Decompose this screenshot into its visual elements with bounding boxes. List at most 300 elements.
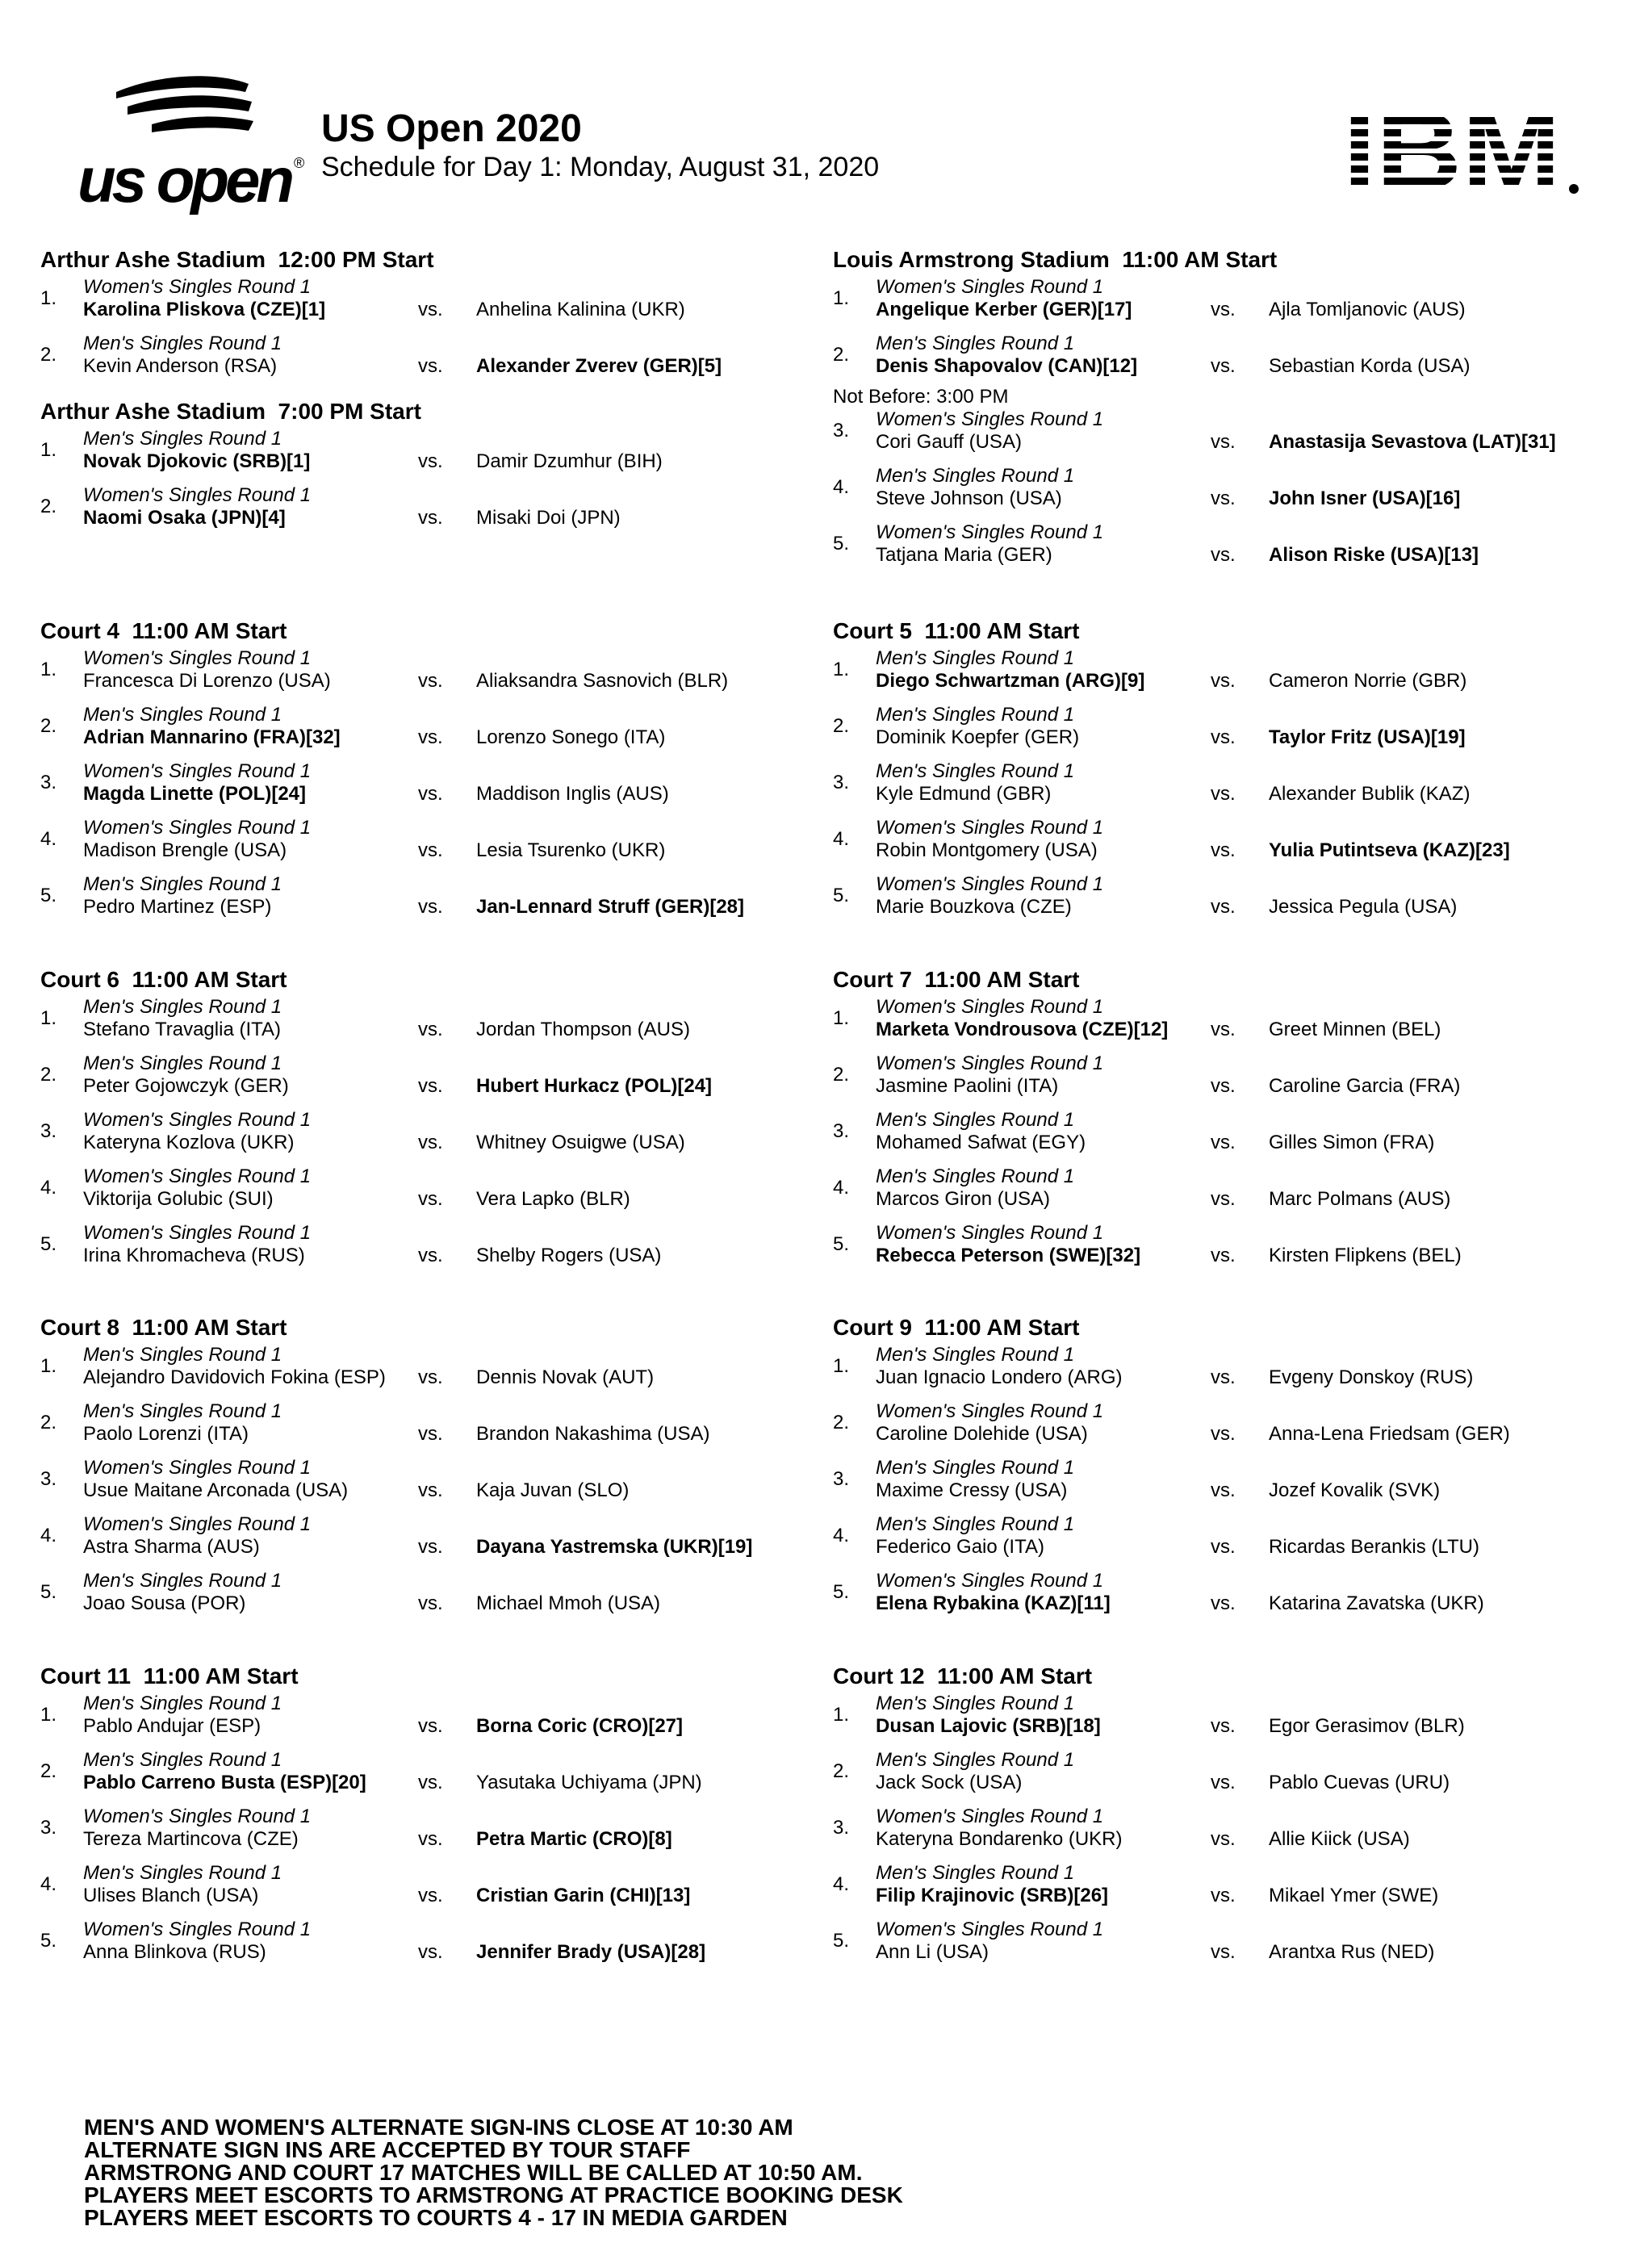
player-one: Viktorija Golubic (SUI)	[83, 1188, 274, 1210]
player-two: Vera Lapko (BLR)	[476, 1188, 630, 1210]
match-number: 4.	[833, 1525, 850, 1546]
match-round: Men's Singles Round 1	[876, 1513, 1075, 1535]
versus-label: vs.	[418, 1828, 443, 1850]
player-one: Peter Gojowczyk (GER)	[83, 1075, 289, 1097]
match-row	[40, 1457, 815, 1513]
player-two: Dennis Novak (AUT)	[476, 1366, 655, 1388]
player-one: Naomi Osaka (JPN)[4]	[83, 507, 286, 529]
player-one: Pedro Martinez (ESP)	[83, 896, 272, 918]
player-one: Anna Blinkova (RUS)	[83, 1941, 266, 1963]
player-two: Anna-Lena Friedsam (GER)	[1269, 1423, 1510, 1445]
player-one: Novak Djokovic (SRB)[1]	[83, 450, 311, 472]
match-number: 5.	[833, 1233, 850, 1255]
player-two: Jozef Kovalik (SVK)	[1269, 1479, 1441, 1501]
match-number: 1.	[833, 1704, 850, 1726]
player-one: Juan Ignacio Londero (ARG)	[876, 1366, 1123, 1388]
player-two: John Isner (USA)[16]	[1269, 487, 1461, 509]
match-number: 1.	[833, 1355, 850, 1377]
versus-label: vs.	[1211, 1245, 1236, 1266]
court-title: Court 4 11:00 AM Start	[40, 618, 287, 643]
match-number: 2.	[40, 496, 57, 517]
footer-notes	[84, 2116, 903, 2229]
match-number: 5.	[833, 533, 850, 554]
match-round: Women's Singles Round 1	[83, 276, 312, 298]
player-one: Kyle Edmund (GBR)	[876, 783, 1052, 805]
match-row	[40, 333, 815, 389]
match-round: Women's Singles Round 1	[83, 484, 312, 506]
match-row	[833, 521, 1608, 578]
player-one: Angelique Kerber (GER)[17]	[876, 299, 1132, 320]
match-round: Women's Singles Round 1	[83, 1919, 312, 1940]
match-row	[40, 1570, 815, 1626]
match-row	[833, 760, 1608, 817]
player-one: Magda Linette (POL)[24]	[83, 783, 307, 805]
footer-line: PLAYERS MEET ESCORTS TO ARMSTRONG AT PRACTICE BOOKING DESK	[84, 2182, 903, 2207]
footer-line: MEN'S AND WOMEN'S ALTERNATE SIGN-INS CLOSE AT 10:30 AM	[84, 2115, 793, 2140]
player-one: Denis Shapovalov (CAN)[12]	[876, 355, 1138, 377]
match-number: 1.	[833, 287, 850, 309]
match-round: Women's Singles Round 1	[876, 276, 1104, 298]
match-round: Women's Singles Round 1	[876, 408, 1104, 430]
match-number: 4.	[833, 476, 850, 498]
match-number: 1.	[833, 1007, 850, 1029]
match-number: 1.	[40, 1007, 57, 1029]
match-round: Men's Singles Round 1	[876, 1457, 1075, 1479]
player-one: Stefano Travaglia (ITA)	[83, 1019, 281, 1040]
match-number: 5.	[833, 885, 850, 906]
match-round: Women's Singles Round 1	[876, 521, 1104, 543]
player-one: Ulises Blanch (USA)	[83, 1885, 259, 1906]
court-title: Court 7 11:00 AM Start	[833, 967, 1080, 992]
match-row	[833, 1052, 1608, 1109]
match-number: 4.	[833, 1873, 850, 1895]
page-title: US Open 2020	[321, 107, 582, 150]
player-two: Kaja Juvan (SLO)	[476, 1479, 630, 1501]
match-number: 2.	[833, 1064, 850, 1086]
player-two: Yasutaka Uchiyama (JPN)	[476, 1772, 702, 1793]
match-round: Women's Singles Round 1	[83, 647, 312, 669]
versus-label: vs.	[1211, 1423, 1236, 1445]
player-one: Pablo Carreno Busta (ESP)[20]	[83, 1772, 366, 1793]
match-row	[40, 1109, 815, 1165]
player-two: Petra Martic (CRO)[8]	[476, 1828, 672, 1850]
match-round: Men's Singles Round 1	[83, 428, 282, 450]
match-number: 4.	[833, 1177, 850, 1199]
versus-label: vs.	[1211, 896, 1236, 918]
player-one: Astra Sharma (AUS)	[83, 1536, 260, 1558]
versus-label: vs.	[418, 1019, 443, 1040]
player-two: Ricardas Berankis (LTU)	[1269, 1536, 1479, 1558]
player-one: Adrian Mannarino (FRA)[32]	[83, 726, 341, 748]
match-row	[833, 817, 1608, 873]
match-row	[833, 1806, 1608, 1862]
match-round: Men's Singles Round 1	[83, 1862, 282, 1884]
versus-label: vs.	[418, 670, 443, 692]
player-two: Arantxa Rus (NED)	[1269, 1941, 1435, 1963]
court-title: Court 11 11:00 AM Start	[40, 1663, 299, 1688]
court-section	[40, 1312, 815, 1633]
match-round: Men's Singles Round 1	[83, 1693, 282, 1714]
match-row	[833, 1457, 1608, 1513]
match-number: 2.	[40, 715, 57, 737]
match-row	[833, 1165, 1608, 1222]
match-round: Women's Singles Round 1	[876, 1400, 1104, 1422]
player-two: Marc Polmans (AUS)	[1269, 1188, 1451, 1210]
player-one: Tereza Martincova (CZE)	[83, 1828, 299, 1850]
player-two: Whitney Osuigwe (USA)	[476, 1132, 685, 1153]
match-round: Women's Singles Round 1	[83, 1222, 312, 1244]
match-row	[40, 1052, 815, 1109]
court-block	[40, 615, 815, 930]
match-row	[833, 873, 1608, 930]
match-row	[40, 1165, 815, 1222]
versus-label: vs.	[418, 1075, 443, 1097]
versus-label: vs.	[418, 1366, 443, 1388]
versus-label: vs.	[1211, 355, 1236, 377]
versus-label: vs.	[418, 299, 443, 320]
versus-label: vs.	[1211, 1019, 1236, 1040]
match-number: 2.	[40, 1412, 57, 1433]
versus-label: vs.	[1211, 1479, 1236, 1501]
match-row	[40, 276, 815, 333]
versus-label: vs.	[1211, 1941, 1236, 1963]
court-block	[40, 1660, 815, 1975]
match-number: 5.	[40, 885, 57, 906]
versus-label: vs.	[1211, 1715, 1236, 1737]
match-number: 5.	[40, 1930, 57, 1952]
court-section	[40, 615, 815, 936]
player-two: Lorenzo Sonego (ITA)	[476, 726, 666, 748]
versus-label: vs.	[418, 1536, 443, 1558]
match-row	[833, 1570, 1608, 1626]
court-block	[40, 244, 815, 389]
player-one: Federico Gaio (ITA)	[876, 1536, 1044, 1558]
player-one: Tatjana Maria (GER)	[876, 544, 1052, 566]
match-round: Men's Singles Round 1	[876, 1862, 1075, 1884]
player-one: Kateryna Kozlova (UKR)	[83, 1132, 295, 1153]
versus-label: vs.	[1211, 1075, 1236, 1097]
match-number: 3.	[40, 1120, 57, 1142]
versus-label: vs.	[418, 450, 443, 472]
player-two: Michael Mmoh (USA)	[476, 1592, 661, 1614]
player-one: Filip Krajinovic (SRB)[26]	[876, 1885, 1109, 1906]
player-one: Diego Schwartzman (ARG)[9]	[876, 670, 1145, 692]
player-two: Jennifer Brady (USA)[28]	[476, 1941, 706, 1963]
match-row	[40, 484, 815, 541]
match-round: Men's Singles Round 1	[83, 333, 282, 354]
match-row	[40, 428, 815, 484]
match-number: 2.	[833, 715, 850, 737]
player-two: Jan-Lennard Struff (GER)[28]	[476, 896, 745, 918]
versus-label: vs.	[1211, 1772, 1236, 1793]
player-one: Dominik Koepfer (GER)	[876, 726, 1080, 748]
match-number: 2.	[833, 1412, 850, 1433]
player-one: Mohamed Safwat (EGY)	[876, 1132, 1086, 1153]
versus-label: vs.	[1211, 431, 1236, 453]
versus-label: vs.	[418, 726, 443, 748]
match-round: Women's Singles Round 1	[83, 817, 312, 839]
versus-label: vs.	[418, 1941, 443, 1963]
player-two: Kirsten Flipkens (BEL)	[1269, 1245, 1462, 1266]
match-round: Women's Singles Round 1	[83, 1806, 312, 1827]
versus-label: vs.	[418, 1479, 443, 1501]
match-number: 3.	[40, 1817, 57, 1839]
player-two: Alexander Zverev (GER)[5]	[476, 355, 722, 377]
player-one: Dusan Lajovic (SRB)[18]	[876, 1715, 1101, 1737]
player-two: Maddison Inglis (AUS)	[476, 783, 669, 805]
registered-mark: ®	[294, 155, 305, 171]
match-number: 2.	[833, 1760, 850, 1782]
match-row	[833, 1344, 1608, 1400]
player-one: Karolina Pliskova (CZE)[1]	[83, 299, 326, 320]
player-two: Katarina Zavatska (UKR)	[1269, 1592, 1484, 1614]
match-number: 5.	[833, 1930, 850, 1952]
match-number: 5.	[40, 1233, 57, 1255]
court-title: Court 6 11:00 AM Start	[40, 967, 287, 992]
player-one: Francesca Di Lorenzo (USA)	[83, 670, 331, 692]
match-number: 4.	[40, 1525, 57, 1546]
page-subtitle: Schedule for Day 1: Monday, August 31, 2020	[321, 152, 880, 182]
match-number: 1.	[40, 1355, 57, 1377]
match-row	[833, 408, 1608, 465]
match-number: 5.	[40, 1581, 57, 1603]
versus-label: vs.	[418, 1772, 443, 1793]
match-row	[40, 1222, 815, 1278]
match-round: Men's Singles Round 1	[83, 704, 282, 726]
player-two: Egor Gerasimov (BLR)	[1269, 1715, 1465, 1737]
court-title: Arthur Ashe Stadium 7:00 PM Start	[40, 399, 421, 424]
footer-line: PLAYERS MEET ESCORTS TO COURTS 4 - 17 IN MEDIA GARDEN	[84, 2205, 788, 2230]
match-round: Women's Singles Round 1	[83, 1165, 312, 1187]
player-two: Alexander Bublik (KAZ)	[1269, 783, 1471, 805]
player-one: Caroline Dolehide (USA)	[876, 1423, 1088, 1445]
player-one: Madison Brengle (USA)	[83, 839, 287, 861]
match-row	[833, 465, 1608, 521]
match-number: 4.	[833, 828, 850, 850]
player-two: Cameron Norrie (GBR)	[1269, 670, 1467, 692]
match-number: 3.	[833, 420, 850, 441]
court-title: Court 9 11:00 AM Start	[833, 1315, 1080, 1340]
player-two: Dayana Yastremska (UKR)[19]	[476, 1536, 753, 1558]
versus-label: vs.	[418, 1592, 443, 1614]
player-two: Yulia Putintseva (KAZ)[23]	[1269, 839, 1510, 861]
match-number: 1.	[40, 659, 57, 680]
player-two: Alison Riske (USA)[13]	[1269, 544, 1479, 566]
match-number: 1.	[40, 439, 57, 461]
match-round: Women's Singles Round 1	[876, 1919, 1104, 1940]
match-number: 3.	[833, 1468, 850, 1490]
ibm-logo: IBM	[1343, 105, 1585, 195]
match-row	[40, 647, 815, 704]
court-section	[833, 244, 1608, 584]
match-row	[40, 1344, 815, 1400]
match-round: Women's Singles Round 1	[83, 1109, 312, 1131]
match-round: Men's Singles Round 1	[876, 1165, 1075, 1187]
logo-wordmark: us open	[77, 144, 291, 216]
match-round: Men's Singles Round 1	[83, 1344, 282, 1366]
versus-label: vs.	[1211, 1592, 1236, 1614]
player-two: Hubert Hurkacz (POL)[24]	[476, 1075, 713, 1097]
footer-line: ARMSTRONG AND COURT 17 MATCHES WILL BE CALLED AT 10:50 AM.	[84, 2160, 863, 2185]
court-block	[833, 615, 1608, 930]
court-section	[40, 964, 815, 1285]
match-row	[833, 1109, 1608, 1165]
player-two: Shelby Rogers (USA)	[476, 1245, 662, 1266]
match-round: Men's Singles Round 1	[876, 647, 1075, 669]
player-one: Rebecca Peterson (SWE)[32]	[876, 1245, 1141, 1266]
match-round: Men's Singles Round 1	[876, 333, 1075, 354]
match-number: 4.	[40, 1177, 57, 1199]
player-two: Anhelina Kalinina (UKR)	[476, 299, 685, 320]
player-one: Marcos Giron (USA)	[876, 1188, 1051, 1210]
player-two: Gilles Simon (FRA)	[1269, 1132, 1435, 1153]
player-two: Mikael Ymer (SWE)	[1269, 1885, 1439, 1906]
player-two: Taylor Fritz (USA)[19]	[1269, 726, 1466, 748]
player-two: Brandon Nakashima (USA)	[476, 1423, 710, 1445]
match-row	[40, 996, 815, 1052]
player-two: Lesia Tsurenko (UKR)	[476, 839, 666, 861]
player-two: Caroline Garcia (FRA)	[1269, 1075, 1461, 1097]
match-round: Men's Singles Round 1	[876, 1749, 1075, 1771]
not-before-note: Not Before: 3:00 PM	[833, 386, 1009, 408]
match-number: 3.	[833, 1817, 850, 1839]
player-one: Irina Khromacheva (RUS)	[83, 1245, 305, 1266]
match-number: 2.	[40, 1064, 57, 1086]
versus-label: vs.	[1211, 299, 1236, 320]
match-row	[833, 1222, 1608, 1278]
versus-label: vs.	[1211, 1132, 1236, 1153]
match-round: Women's Singles Round 1	[83, 1513, 312, 1535]
match-round: Men's Singles Round 1	[83, 1749, 282, 1771]
match-round: Men's Singles Round 1	[876, 760, 1075, 782]
versus-label: vs.	[418, 783, 443, 805]
match-row	[833, 1400, 1608, 1457]
match-round: Men's Singles Round 1	[876, 465, 1075, 487]
court-block	[40, 395, 815, 541]
versus-label: vs.	[1211, 1188, 1236, 1210]
court-section	[833, 1312, 1608, 1633]
player-one: Marie Bouzkova (CZE)	[876, 896, 1072, 918]
match-round: Men's Singles Round 1	[83, 1570, 282, 1592]
match-round: Women's Singles Round 1	[876, 817, 1104, 839]
court-title: Louis Armstrong Stadium 11:00 AM Start	[833, 247, 1278, 272]
court-section	[833, 615, 1608, 936]
match-number: 4.	[40, 828, 57, 850]
match-number: 3.	[40, 772, 57, 793]
match-row	[40, 704, 815, 760]
versus-label: vs.	[1211, 1536, 1236, 1558]
court-title: Court 12 11:00 AM Start	[833, 1663, 1093, 1688]
match-number: 1.	[40, 287, 57, 309]
versus-label: vs.	[1211, 1828, 1236, 1850]
match-round: Women's Singles Round 1	[876, 1570, 1104, 1592]
player-two: Ajla Tomljanovic (AUS)	[1269, 299, 1466, 320]
match-row	[40, 1400, 815, 1457]
match-row	[40, 1862, 815, 1919]
match-row	[833, 647, 1608, 704]
match-row	[833, 1919, 1608, 1975]
player-two: Cristian Garin (CHI)[13]	[476, 1885, 691, 1906]
match-round: Men's Singles Round 1	[876, 1344, 1075, 1366]
match-row	[40, 1513, 815, 1570]
court-section	[833, 1660, 1608, 1981]
player-one: Alejandro Davidovich Fokina (ESP)	[83, 1366, 386, 1388]
player-two: Borna Coric (CRO)[27]	[476, 1715, 684, 1737]
match-row	[833, 996, 1608, 1052]
court-block	[40, 1312, 815, 1626]
versus-label: vs.	[1211, 487, 1236, 509]
court-title: Court 8 11:00 AM Start	[40, 1315, 287, 1340]
court-title: Arthur Ashe Stadium 12:00 PM Start	[40, 247, 434, 272]
match-round: Men's Singles Round 1	[876, 704, 1075, 726]
versus-label: vs.	[418, 355, 443, 377]
match-number: 1.	[40, 1704, 57, 1726]
versus-label: vs.	[418, 1715, 443, 1737]
match-round: Women's Singles Round 1	[83, 760, 312, 782]
court-block	[833, 1660, 1608, 1975]
player-one: Jack Sock (USA)	[876, 1772, 1023, 1793]
match-number: 4.	[40, 1873, 57, 1895]
versus-label: vs.	[418, 1188, 443, 1210]
player-one: Marketa Vondrousova (CZE)[12]	[876, 1019, 1169, 1040]
player-one: Maxime Cressy (USA)	[876, 1479, 1068, 1501]
match-number: 3.	[833, 1120, 850, 1142]
court-block	[40, 964, 815, 1278]
versus-label: vs.	[418, 896, 443, 918]
match-round: Women's Singles Round 1	[876, 1052, 1104, 1074]
player-two: Jessica Pegula (USA)	[1269, 896, 1458, 918]
player-one: Elena Rybakina (KAZ)[11]	[876, 1592, 1111, 1614]
match-round: Men's Singles Round 1	[83, 1052, 282, 1074]
player-one: Cori Gauff (USA)	[876, 431, 1022, 453]
player-one: Kateryna Bondarenko (UKR)	[876, 1828, 1123, 1850]
match-round: Men's Singles Round 1	[876, 1109, 1075, 1131]
versus-label: vs.	[418, 1245, 443, 1266]
match-row	[40, 1749, 815, 1806]
versus-label: vs.	[418, 1132, 443, 1153]
match-round: Women's Singles Round 1	[876, 1806, 1104, 1827]
match-row	[833, 1693, 1608, 1749]
footer-line: ALTERNATE SIGN INS ARE ACCEPTED BY TOUR STAFF	[84, 2137, 691, 2162]
match-round: Women's Singles Round 1	[876, 873, 1104, 895]
versus-label: vs.	[418, 1423, 443, 1445]
match-row	[833, 333, 1608, 389]
match-round: Men's Singles Round 1	[83, 996, 282, 1018]
court-block	[833, 244, 1608, 578]
court-section	[40, 244, 815, 547]
match-round: Women's Singles Round 1	[876, 996, 1104, 1018]
player-one: Paolo Lorenzi (ITA)	[83, 1423, 249, 1445]
match-number: 5.	[833, 1581, 850, 1603]
match-row	[40, 873, 815, 930]
player-two: Pablo Cuevas (URU)	[1269, 1772, 1450, 1793]
versus-label: vs.	[418, 839, 443, 861]
match-row	[40, 1806, 815, 1862]
versus-label: vs.	[418, 507, 443, 529]
match-number: 3.	[40, 1468, 57, 1490]
player-two: Aliaksandra Sasnovich (BLR)	[476, 670, 729, 692]
match-round: Women's Singles Round 1	[83, 1457, 312, 1479]
player-one: Jasmine Paolini (ITA)	[876, 1075, 1059, 1097]
player-two: Anastasija Sevastova (LAT)[31]	[1269, 431, 1556, 453]
versus-label: vs.	[1211, 726, 1236, 748]
player-one: Usue Maitane Arconada (USA)	[83, 1479, 349, 1501]
match-number: 2.	[40, 1760, 57, 1782]
versus-label: vs.	[418, 1885, 443, 1906]
match-round: Women's Singles Round 1	[876, 1222, 1104, 1244]
player-one: Robin Montgomery (USA)	[876, 839, 1098, 861]
versus-label: vs.	[1211, 670, 1236, 692]
